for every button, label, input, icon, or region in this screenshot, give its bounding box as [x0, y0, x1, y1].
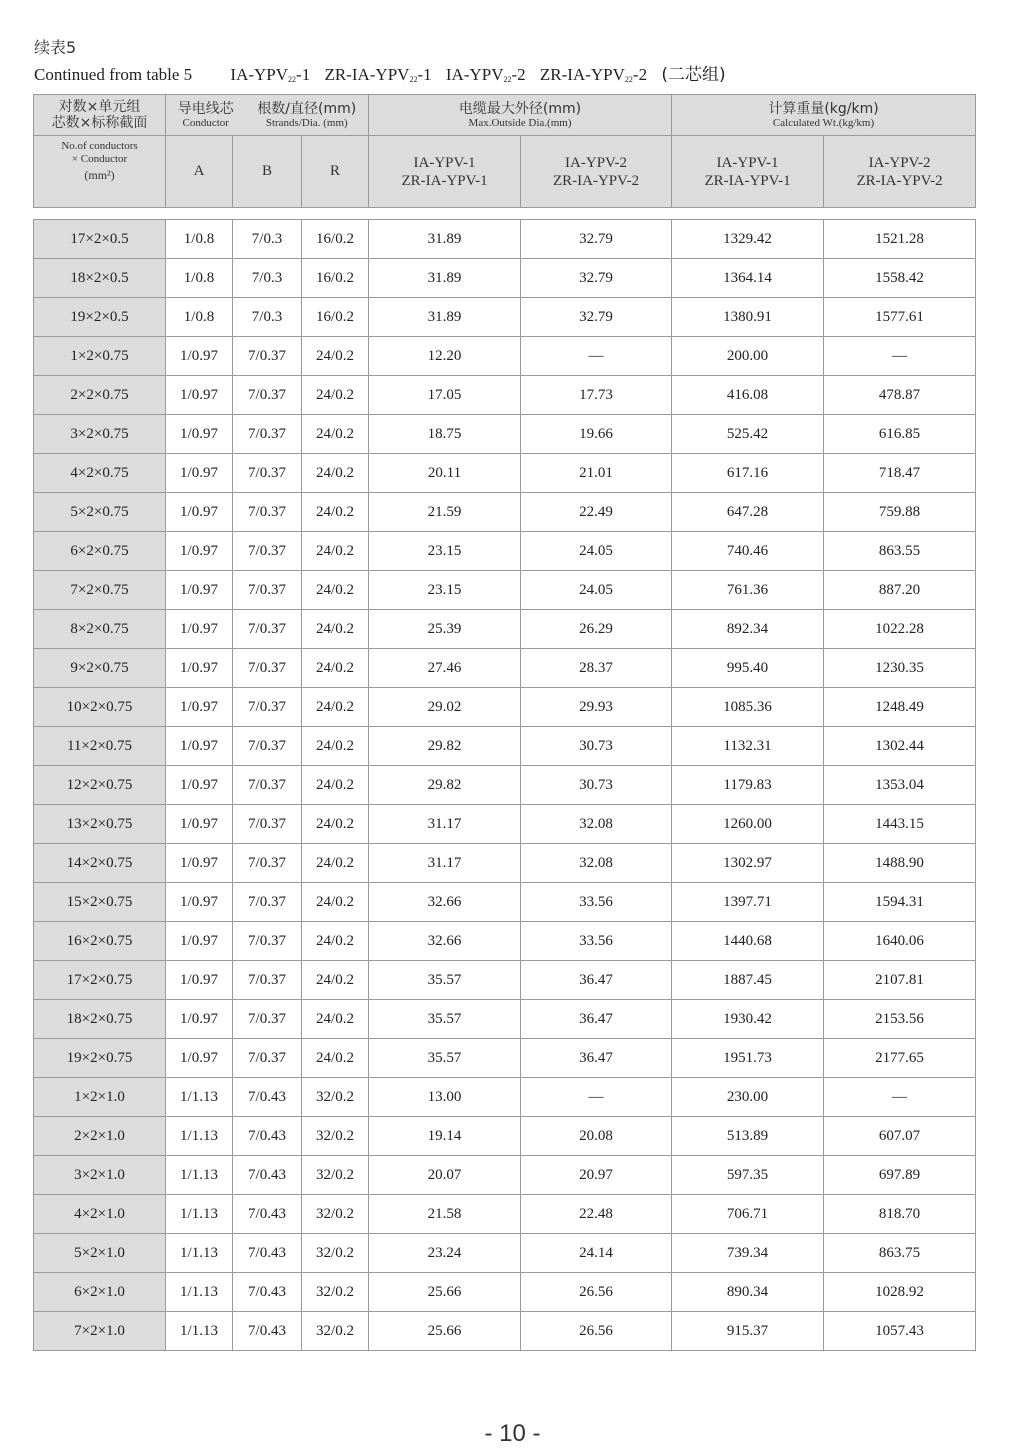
conductor-r-cell: 24/0.2 — [302, 532, 369, 571]
conductor-r-cell: 24/0.2 — [302, 649, 369, 688]
wt-model2-cell: 1302.44 — [824, 727, 976, 766]
dia-model1-cell: 20.07 — [369, 1156, 521, 1195]
conductor-a-cell: 1/0.8 — [166, 259, 233, 298]
header-spec-en: No.of conductors × Conductor (mm²) — [34, 136, 166, 208]
wt-model2-cell: 1230.35 — [824, 649, 976, 688]
conductor-a-cell: 1/0.97 — [166, 1039, 233, 1078]
conductor-r-cell: 32/0.2 — [302, 1078, 369, 1117]
conductor-a-cell: 1/0.97 — [166, 493, 233, 532]
spec-cell: 13×2×0.75 — [34, 805, 166, 844]
dia-model2-cell: 36.47 — [521, 1000, 672, 1039]
conductor-r-cell: 32/0.2 — [302, 1117, 369, 1156]
conductor-r-cell: 24/0.2 — [302, 415, 369, 454]
table-row — [34, 454, 976, 493]
table-row — [34, 649, 976, 688]
wt-model1-cell: 1397.71 — [672, 883, 824, 922]
conductor-r-cell: 24/0.2 — [302, 727, 369, 766]
header-dia-model2: IA-YPV-2 ZR-IA-YPV-2 — [521, 136, 672, 208]
conductor-a-cell: 1/0.97 — [166, 454, 233, 493]
wt-model2-cell: 863.75 — [824, 1234, 976, 1273]
dia-model2-cell: 26.29 — [521, 610, 672, 649]
conductor-b-cell: 7/0.37 — [233, 1000, 302, 1039]
conductor-r-cell: 24/0.2 — [302, 961, 369, 1000]
conductor-a-cell: 1/0.97 — [166, 805, 233, 844]
wt-model1-cell: 1364.14 — [672, 259, 824, 298]
dia-model1-cell: 25.66 — [369, 1273, 521, 1312]
conductor-b-cell: 7/0.43 — [233, 1234, 302, 1273]
conductor-r-cell: 24/0.2 — [302, 883, 369, 922]
wt-model2-cell: 1558.42 — [824, 259, 976, 298]
dia-model2-cell: 19.66 — [521, 415, 672, 454]
wt-model2-cell: 697.89 — [824, 1156, 976, 1195]
spec-cell: 2×2×0.75 — [34, 376, 166, 415]
conductor-b-cell: 7/0.3 — [233, 259, 302, 298]
wt-model1-cell: 416.08 — [672, 376, 824, 415]
table-row — [34, 844, 976, 883]
dia-model1-cell: 23.15 — [369, 571, 521, 610]
dia-model1-cell: 25.39 — [369, 610, 521, 649]
dia-model1-cell: 18.75 — [369, 415, 521, 454]
wt-model1-cell: 706.71 — [672, 1195, 824, 1234]
dia-model1-cell: 29.82 — [369, 766, 521, 805]
header-wt-model2: IA-YPV-2 ZR-IA-YPV-2 — [824, 136, 976, 208]
wt-model1-cell: 890.34 — [672, 1273, 824, 1312]
wt-model1-cell: 200.00 — [672, 337, 824, 376]
wt-model2-cell: 2153.56 — [824, 1000, 976, 1039]
table-row — [34, 298, 976, 337]
dia-model2-cell: 20.97 — [521, 1156, 672, 1195]
wt-model1-cell: 1132.31 — [672, 727, 824, 766]
conductor-a-cell: 1/0.97 — [166, 571, 233, 610]
dia-model1-cell: 23.24 — [369, 1234, 521, 1273]
table-row — [34, 922, 976, 961]
header-max-dia: 电缆最大外径(mm) Max.Outside Dia.(mm) — [369, 95, 672, 136]
spec-cell: 19×2×0.5 — [34, 298, 166, 337]
spec-cell: 7×2×1.0 — [34, 1312, 166, 1351]
dia-model2-cell: 32.08 — [521, 805, 672, 844]
conductor-a-cell: 1/1.13 — [166, 1273, 233, 1312]
spec-cell: 17×2×0.5 — [34, 220, 166, 259]
dia-model2-cell: 22.49 — [521, 493, 672, 532]
wt-model2-cell: 1353.04 — [824, 766, 976, 805]
conductor-a-cell: 1/0.97 — [166, 376, 233, 415]
conductor-r-cell: 32/0.2 — [302, 1312, 369, 1351]
conductor-a-cell: 1/0.97 — [166, 1000, 233, 1039]
conductor-r-cell: 24/0.2 — [302, 571, 369, 610]
header-spec-cn: 对数×单元组 芯数×标称截面 — [34, 95, 166, 136]
wt-model1-cell: 892.34 — [672, 610, 824, 649]
dia-model2-cell: 26.56 — [521, 1273, 672, 1312]
dia-model2-cell: 30.73 — [521, 766, 672, 805]
dia-model2-cell: 26.56 — [521, 1312, 672, 1351]
dia-model1-cell: 32.66 — [369, 922, 521, 961]
table-row — [34, 961, 976, 1000]
conductor-a-cell: 1/0.97 — [166, 844, 233, 883]
spec-cell: 12×2×0.75 — [34, 766, 166, 805]
wt-model2-cell: 1248.49 — [824, 688, 976, 727]
table-row — [34, 493, 976, 532]
wt-model1-cell: 1887.45 — [672, 961, 824, 1000]
conductor-b-cell: 7/0.37 — [233, 493, 302, 532]
table-row — [34, 259, 976, 298]
wt-model1-cell: 1302.97 — [672, 844, 824, 883]
dia-model1-cell: 20.11 — [369, 454, 521, 493]
conductor-b-cell: 7/0.3 — [233, 298, 302, 337]
conductor-r-cell: 32/0.2 — [302, 1156, 369, 1195]
caption-cn: 续表5 — [34, 38, 77, 57]
conductor-r-cell: 32/0.2 — [302, 1234, 369, 1273]
conductor-a-cell: 1/0.97 — [166, 337, 233, 376]
conductor-b-cell: 7/0.43 — [233, 1312, 302, 1351]
wt-model1-cell: 230.00 — [672, 1078, 824, 1117]
spec-cell: 17×2×0.75 — [34, 961, 166, 1000]
wt-model2-cell: 1057.43 — [824, 1312, 976, 1351]
conductor-r-cell: 24/0.2 — [302, 844, 369, 883]
wt-model1-cell: 761.36 — [672, 571, 824, 610]
wt-model2-cell: 1443.15 — [824, 805, 976, 844]
caption-model: $IA-YPV_{22}-1$ — [230, 65, 311, 84]
spec-cell: 18×2×0.75 — [34, 1000, 166, 1039]
conductor-a-cell: 1/0.97 — [166, 415, 233, 454]
caption-models — [230, 65, 725, 84]
spec-cell: 6×2×0.75 — [34, 532, 166, 571]
dia-model2-cell: 32.79 — [521, 220, 672, 259]
dia-model2-cell: 36.47 — [521, 961, 672, 1000]
wt-model2-cell: 1028.92 — [824, 1273, 976, 1312]
spec-cell: 14×2×0.75 — [34, 844, 166, 883]
dia-model1-cell: 13.00 — [369, 1078, 521, 1117]
conductor-a-cell: 1/0.97 — [166, 961, 233, 1000]
table-row — [34, 688, 976, 727]
table-row — [34, 1234, 976, 1273]
conductor-a-cell: 1/0.97 — [166, 727, 233, 766]
wt-model1-cell: 1951.73 — [672, 1039, 824, 1078]
conductor-b-cell: 7/0.37 — [233, 727, 302, 766]
spec-cell: 1×2×0.75 — [34, 337, 166, 376]
dia-model2-cell: 24.05 — [521, 532, 672, 571]
wt-model2-cell: — — [824, 1078, 976, 1117]
conductor-r-cell: 24/0.2 — [302, 493, 369, 532]
table-row — [34, 883, 976, 922]
dia-model1-cell: 32.66 — [369, 883, 521, 922]
dia-model2-cell: 33.56 — [521, 922, 672, 961]
table-row — [34, 1039, 976, 1078]
dia-model1-cell: 25.66 — [369, 1312, 521, 1351]
spec-cell: 2×2×1.0 — [34, 1117, 166, 1156]
wt-model2-cell: 607.07 — [824, 1117, 976, 1156]
wt-model2-cell: — — [824, 337, 976, 376]
conductor-b-cell: 7/0.37 — [233, 415, 302, 454]
dia-model1-cell: 31.89 — [369, 298, 521, 337]
spec-cell: 4×2×1.0 — [34, 1195, 166, 1234]
conductor-r-cell: 24/0.2 — [302, 1039, 369, 1078]
wt-model2-cell: 1594.31 — [824, 883, 976, 922]
spec-cell: 8×2×0.75 — [34, 610, 166, 649]
wt-model1-cell: 525.42 — [672, 415, 824, 454]
wt-model1-cell: 739.34 — [672, 1234, 824, 1273]
spec-cell: 3×2×1.0 — [34, 1156, 166, 1195]
dia-model2-cell: — — [521, 337, 672, 376]
spec-cell: 15×2×0.75 — [34, 883, 166, 922]
page-number: - 10 - — [484, 1420, 541, 1447]
wt-model2-cell: 718.47 — [824, 454, 976, 493]
wt-model1-cell: 1440.68 — [672, 922, 824, 961]
caption-model: $ZR-IA-YPV_{22}-1$ — [324, 65, 432, 84]
wt-model2-cell: 1022.28 — [824, 610, 976, 649]
conductor-b-cell: 7/0.43 — [233, 1156, 302, 1195]
header-wt-model1: IA-YPV-1 ZR-IA-YPV-1 — [672, 136, 824, 208]
wt-model1-cell: 513.89 — [672, 1117, 824, 1156]
caption-en — [34, 60, 726, 85]
conductor-a-cell: 1/0.8 — [166, 220, 233, 259]
dia-model2-cell: 22.48 — [521, 1195, 672, 1234]
conductor-r-cell: 24/0.2 — [302, 1000, 369, 1039]
conductor-b-cell: 7/0.37 — [233, 376, 302, 415]
conductor-b-cell: 7/0.37 — [233, 844, 302, 883]
header-conductor: 导电线芯 Conductor 根数/直径(mm) Strands/Dia. (mm) — [166, 95, 369, 136]
conductor-r-cell: 32/0.2 — [302, 1195, 369, 1234]
table-row — [34, 376, 976, 415]
header-col-r: R — [302, 136, 369, 208]
conductor-b-cell: 7/0.37 — [233, 454, 302, 493]
spec-cell: 3×2×0.75 — [34, 415, 166, 454]
wt-model1-cell: 1329.42 — [672, 220, 824, 259]
table-row — [34, 571, 976, 610]
wt-model1-cell: 1179.83 — [672, 766, 824, 805]
table-row — [34, 1117, 976, 1156]
caption-model: $ZR-IA-YPV_{22}-2$ — [539, 65, 648, 84]
spec-cell: 6×2×1.0 — [34, 1273, 166, 1312]
wt-model1-cell: 740.46 — [672, 532, 824, 571]
table-row — [34, 1195, 976, 1234]
conductor-a-cell: 1/1.13 — [166, 1117, 233, 1156]
caption-model: $IA-YPV_{22}-2$ — [445, 65, 526, 84]
conductor-r-cell: 16/0.2 — [302, 220, 369, 259]
spec-cell: 4×2×0.75 — [34, 454, 166, 493]
conductor-r-cell: 24/0.2 — [302, 805, 369, 844]
conductor-a-cell: 1/0.97 — [166, 649, 233, 688]
dia-model2-cell: 21.01 — [521, 454, 672, 493]
header-dia-model1: IA-YPV-1 ZR-IA-YPV-1 — [369, 136, 521, 208]
wt-model1-cell: 1085.36 — [672, 688, 824, 727]
table-row — [34, 1273, 976, 1312]
spec-cell: 10×2×0.75 — [34, 688, 166, 727]
conductor-b-cell: 7/0.43 — [233, 1117, 302, 1156]
conductor-a-cell: 1/1.13 — [166, 1234, 233, 1273]
table-row — [34, 766, 976, 805]
wt-model1-cell: 1380.91 — [672, 298, 824, 337]
dia-model2-cell: 28.37 — [521, 649, 672, 688]
conductor-b-cell: 7/0.37 — [233, 571, 302, 610]
spec-cell: 18×2×0.5 — [34, 259, 166, 298]
conductor-a-cell: 1/0.97 — [166, 883, 233, 922]
wt-model2-cell: 478.87 — [824, 376, 976, 415]
wt-model1-cell: 1930.42 — [672, 1000, 824, 1039]
dia-model1-cell: 21.59 — [369, 493, 521, 532]
conductor-b-cell: 7/0.43 — [233, 1195, 302, 1234]
dia-model1-cell: 31.89 — [369, 259, 521, 298]
spec-cell: 16×2×0.75 — [34, 922, 166, 961]
conductor-r-cell: 24/0.2 — [302, 922, 369, 961]
spec-cell: 5×2×0.75 — [34, 493, 166, 532]
conductor-a-cell: 1/0.97 — [166, 766, 233, 805]
dia-model2-cell: 32.08 — [521, 844, 672, 883]
dia-model1-cell: 31.17 — [369, 844, 521, 883]
conductor-r-cell: 16/0.2 — [302, 259, 369, 298]
conductor-a-cell: 1/0.97 — [166, 688, 233, 727]
conductor-b-cell: 7/0.37 — [233, 766, 302, 805]
wt-model1-cell: 597.35 — [672, 1156, 824, 1195]
dia-model1-cell: 17.05 — [369, 376, 521, 415]
dia-model1-cell: 35.57 — [369, 1000, 521, 1039]
wt-model2-cell: 1640.06 — [824, 922, 976, 961]
dia-model2-cell: 36.47 — [521, 1039, 672, 1078]
conductor-b-cell: 7/0.37 — [233, 688, 302, 727]
dia-model1-cell: 29.02 — [369, 688, 521, 727]
data-table — [33, 219, 976, 1351]
dia-model2-cell: 32.79 — [521, 259, 672, 298]
table-row — [34, 337, 976, 376]
conductor-a-cell: 1/0.97 — [166, 610, 233, 649]
header-col-b: B — [233, 136, 302, 208]
wt-model2-cell: 863.55 — [824, 532, 976, 571]
conductor-b-cell: 7/0.37 — [233, 649, 302, 688]
spec-cell: 11×2×0.75 — [34, 727, 166, 766]
spec-cell: 19×2×0.75 — [34, 1039, 166, 1078]
conductor-b-cell: 7/0.43 — [233, 1078, 302, 1117]
table-row — [34, 1000, 976, 1039]
wt-model1-cell: 617.16 — [672, 454, 824, 493]
conductor-r-cell: 24/0.2 — [302, 766, 369, 805]
dia-model2-cell: 17.73 — [521, 376, 672, 415]
wt-model1-cell: 1260.00 — [672, 805, 824, 844]
dia-model1-cell: 23.15 — [369, 532, 521, 571]
header-col-a: A — [166, 136, 233, 208]
conductor-a-cell: 1/0.97 — [166, 922, 233, 961]
dia-model1-cell: 35.57 — [369, 1039, 521, 1078]
conductor-a-cell: 1/1.13 — [166, 1312, 233, 1351]
wt-model1-cell: 995.40 — [672, 649, 824, 688]
dia-model1-cell: 31.17 — [369, 805, 521, 844]
table-row — [34, 610, 976, 649]
dia-model2-cell: 33.56 — [521, 883, 672, 922]
conductor-b-cell: 7/0.37 — [233, 922, 302, 961]
conductor-b-cell: 7/0.43 — [233, 1273, 302, 1312]
table-row — [34, 415, 976, 454]
wt-model2-cell: 1521.28 — [824, 220, 976, 259]
conductor-b-cell: 7/0.37 — [233, 961, 302, 1000]
table-row — [34, 1156, 976, 1195]
conductor-r-cell: 24/0.2 — [302, 688, 369, 727]
dia-model1-cell: 21.58 — [369, 1195, 521, 1234]
table-row — [34, 727, 976, 766]
wt-model2-cell: 2107.81 — [824, 961, 976, 1000]
conductor-r-cell: 24/0.2 — [302, 337, 369, 376]
wt-model2-cell: 759.88 — [824, 493, 976, 532]
wt-model2-cell: 616.85 — [824, 415, 976, 454]
spec-cell: 5×2×1.0 — [34, 1234, 166, 1273]
table-row — [34, 220, 976, 259]
caption-en-text: Continued from table 5 — [34, 65, 193, 84]
conductor-b-cell: 7/0.37 — [233, 805, 302, 844]
dia-model2-cell: 24.05 — [521, 571, 672, 610]
conductor-b-cell: 7/0.37 — [233, 1039, 302, 1078]
table-row — [34, 1312, 976, 1351]
table-row — [34, 805, 976, 844]
dia-model2-cell: — — [521, 1078, 672, 1117]
dia-model1-cell: 29.82 — [369, 727, 521, 766]
wt-model1-cell: 647.28 — [672, 493, 824, 532]
dia-model1-cell: 31.89 — [369, 220, 521, 259]
conductor-a-cell: 1/0.97 — [166, 532, 233, 571]
wt-model2-cell: 887.20 — [824, 571, 976, 610]
wt-model2-cell: 818.70 — [824, 1195, 976, 1234]
caption-group: (二芯组) — [661, 65, 726, 85]
conductor-r-cell: 24/0.2 — [302, 610, 369, 649]
header-weight: 计算重量(kg/km) Calculated Wt.(kg/km) — [672, 95, 976, 136]
wt-model2-cell: 1488.90 — [824, 844, 976, 883]
conductor-r-cell: 24/0.2 — [302, 454, 369, 493]
conductor-b-cell: 7/0.37 — [233, 337, 302, 376]
dia-model1-cell: 27.46 — [369, 649, 521, 688]
conductor-b-cell: 7/0.37 — [233, 532, 302, 571]
spec-cell: 9×2×0.75 — [34, 649, 166, 688]
conductor-b-cell: 7/0.3 — [233, 220, 302, 259]
spec-cell: 1×2×1.0 — [34, 1078, 166, 1117]
conductor-r-cell: 16/0.2 — [302, 298, 369, 337]
conductor-r-cell: 24/0.2 — [302, 376, 369, 415]
dia-model2-cell: 32.79 — [521, 298, 672, 337]
conductor-a-cell: 1/1.13 — [166, 1195, 233, 1234]
dia-model1-cell: 12.20 — [369, 337, 521, 376]
conductor-a-cell: 1/1.13 — [166, 1078, 233, 1117]
conductor-a-cell: 1/0.8 — [166, 298, 233, 337]
wt-model1-cell: 915.37 — [672, 1312, 824, 1351]
conductor-b-cell: 7/0.37 — [233, 883, 302, 922]
conductor-a-cell: 1/1.13 — [166, 1156, 233, 1195]
dia-model2-cell: 20.08 — [521, 1117, 672, 1156]
table-row — [34, 1078, 976, 1117]
wt-model2-cell: 1577.61 — [824, 298, 976, 337]
dia-model2-cell: 24.14 — [521, 1234, 672, 1273]
table-header — [33, 94, 976, 208]
conductor-r-cell: 32/0.2 — [302, 1273, 369, 1312]
dia-model1-cell: 19.14 — [369, 1117, 521, 1156]
conductor-b-cell: 7/0.37 — [233, 610, 302, 649]
dia-model1-cell: 35.57 — [369, 961, 521, 1000]
dia-model2-cell: 30.73 — [521, 727, 672, 766]
spec-cell: 7×2×0.75 — [34, 571, 166, 610]
dia-model2-cell: 29.93 — [521, 688, 672, 727]
wt-model2-cell: 2177.65 — [824, 1039, 976, 1078]
table-row — [34, 532, 976, 571]
